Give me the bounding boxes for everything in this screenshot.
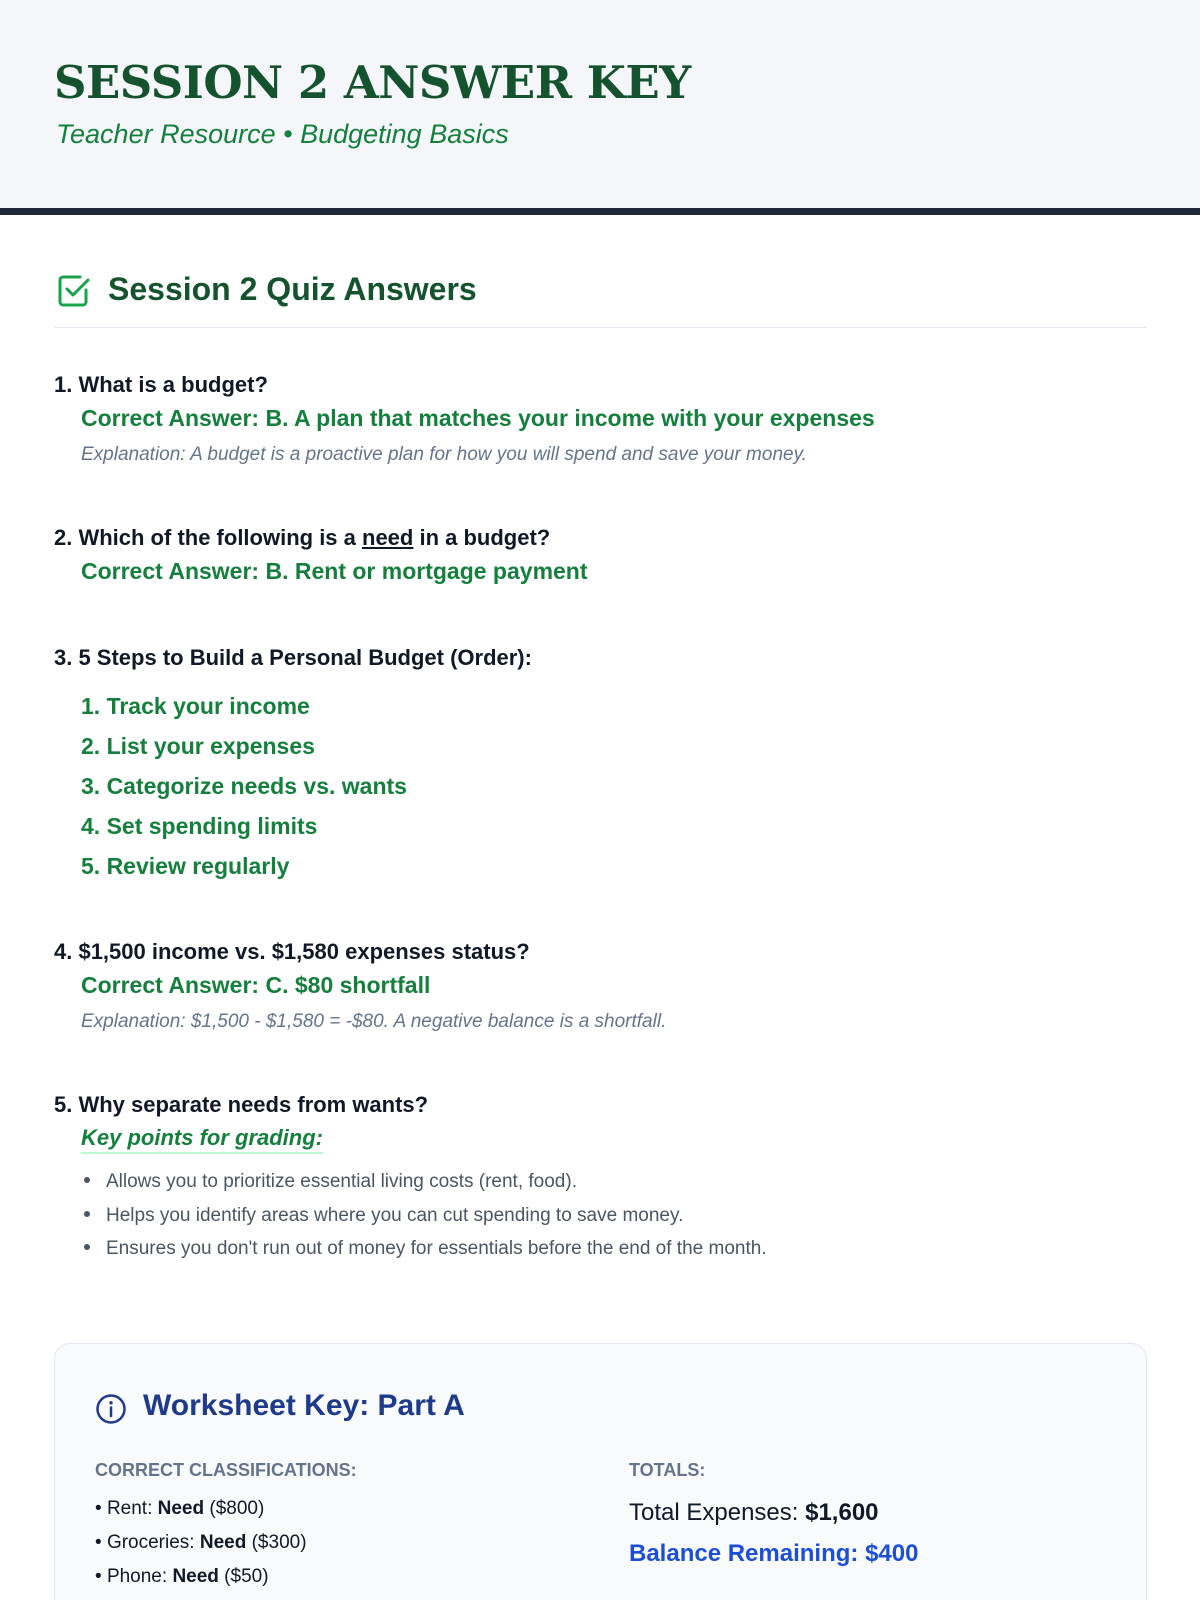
quiz-section-title: Session 2 Quiz Answers <box>108 271 477 307</box>
total-expenses <box>629 1499 879 1527</box>
classification-item-name: Rent: <box>106 1498 158 1519</box>
answer-2: Correct Answer: B. Rent or mortgage payment <box>81 558 588 584</box>
question-2 <box>54 525 550 551</box>
bullet-dot <box>84 1177 90 1183</box>
answer-1: Correct Answer: B. A plan that matches your income with your expenses <box>81 405 875 431</box>
worksheet-title: Worksheet Key: Part A <box>143 1389 465 1422</box>
balance-remaining: Balance Remaining: $400 <box>629 1540 919 1567</box>
classification-amount: ($300) <box>246 1532 307 1553</box>
classification-item: • Groceries: Need ($300) <box>95 1532 307 1553</box>
classifications-label: CORRECT CLASSIFICATIONS: <box>95 1460 357 1480</box>
list-item-text: Helps you identify areas where you can cut spending to save money. <box>106 1205 684 1226</box>
step-item: 3. Categorize needs vs. wants <box>81 773 407 799</box>
classification-item: • Phone: Need ($50) <box>95 1566 269 1587</box>
question-2-text-start: 2. Which of the following is a <box>54 525 362 550</box>
explanation-4: Explanation: $1,500 - $1,580 = -$80. A negative balance is a shortfall. <box>81 1011 667 1032</box>
question-5: 5. Why separate needs from wants? <box>54 1092 429 1117</box>
bullet-dot <box>84 1244 90 1250</box>
answer-4: Correct Answer: C. $80 shortfall <box>81 972 431 998</box>
question-3: 3. 5 Steps to Build a Personal Budget (Order): <box>54 645 532 670</box>
step-item: 1. Track your income <box>81 693 310 719</box>
list-item-text: Ensures you don't run out of money for essentials before the end of the month. <box>106 1238 767 1259</box>
classification-type: Need <box>172 1566 219 1587</box>
classification-type: Need <box>157 1498 205 1519</box>
question-2-text-end: in a budget? <box>413 525 551 550</box>
step-item: 2. List your expenses <box>81 733 315 759</box>
list-item <box>84 1205 683 1227</box>
list-item <box>84 1238 767 1260</box>
total-expenses-value: $1,600 <box>805 1499 879 1526</box>
list-item-text: Allows you to prioritize essential living costs (rent, food). <box>106 1171 577 1192</box>
classification-amount: ($50) <box>218 1566 269 1587</box>
page-header <box>0 0 1200 215</box>
info-circle-icon <box>95 1393 127 1425</box>
check-square-icon <box>56 273 92 309</box>
list-item <box>84 1171 577 1193</box>
classification-item: • Rent: Need ($800) <box>95 1498 265 1519</box>
total-expenses-label: Total Expenses: <box>629 1499 806 1526</box>
classification-amount: ($800) <box>204 1498 265 1519</box>
key-points-label: Key points for grading: <box>81 1125 323 1154</box>
classification-item-name: Groceries: <box>106 1532 200 1553</box>
quiz-section-header <box>54 268 1147 328</box>
explanation-1: Explanation: A budget is a proactive plan for how you will spend and save your money. <box>81 444 807 465</box>
page-subtitle: Teacher Resource • Budgeting Basics <box>56 119 509 149</box>
question-2-underlined-word: need <box>362 525 414 550</box>
worksheet-card <box>54 1343 1147 1600</box>
bullet-dot <box>84 1211 90 1217</box>
step-item: 5. Review regularly <box>81 853 290 879</box>
question-1: 1. What is a budget? <box>54 372 268 397</box>
classification-item-name: Phone: <box>106 1566 173 1587</box>
page-title: SESSION 2 ANSWER KEY <box>54 56 691 109</box>
totals-label: TOTALS: <box>629 1460 706 1480</box>
question-4: 4. $1,500 income vs. $1,580 expenses status? <box>54 939 530 964</box>
step-item: 4. Set spending limits <box>81 813 318 839</box>
classification-type: Need <box>199 1532 247 1553</box>
